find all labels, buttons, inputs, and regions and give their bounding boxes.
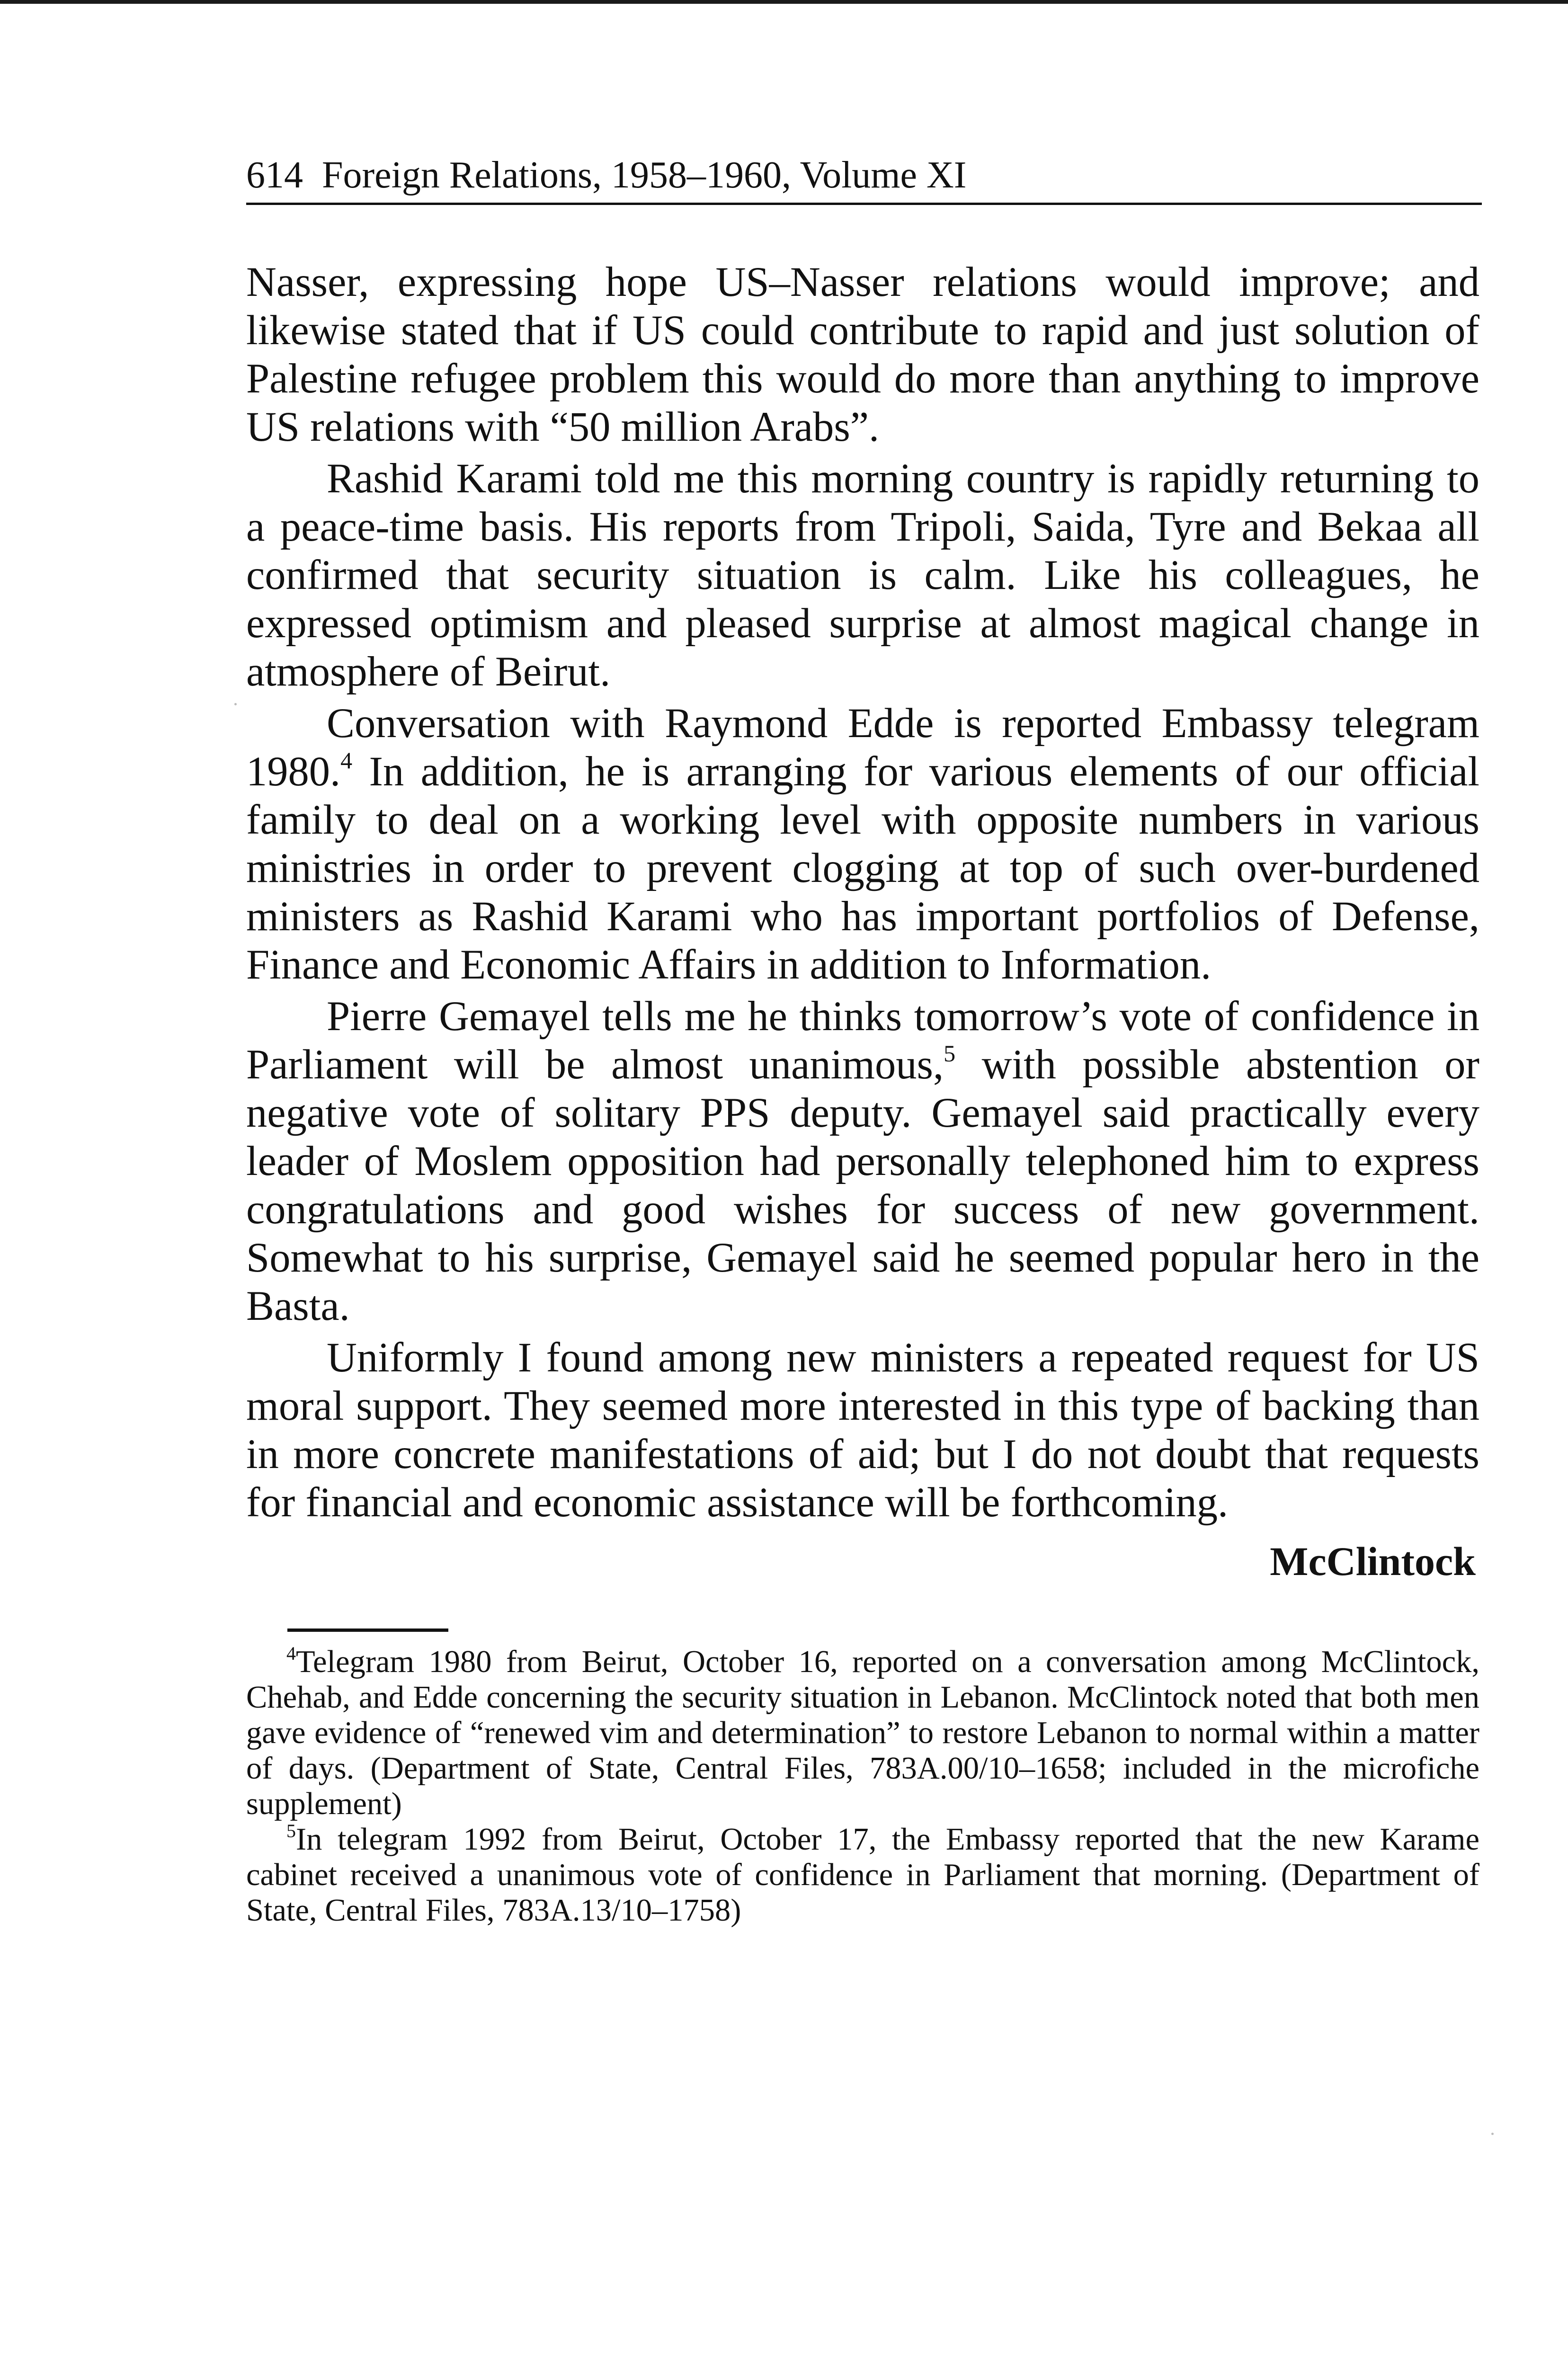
footnote-4 [246, 1644, 1479, 1822]
paragraph-4-text-b: with possible abstention or negative vote of solitary PPS deputy. Gemayel said practically every leader of Moslem opposition had personally telephoned him to express congratulations and good wishes for success of new government. Somewhat to his surprise, Gemayel said he seemed popular hero in the Basta. [246, 1041, 1479, 1329]
paragraph-3-text-a: Conversation with Raymond Edde is reported Embassy telegram 1980. [246, 700, 1479, 795]
running-header [246, 156, 1482, 194]
running-title: Foreign Relations, 1958–1960, Volume XI [322, 154, 967, 196]
footnote-5 [246, 1822, 1479, 1928]
footnote-text: Telegram 1980 from Beirut, October 16, reported on a conversation among McClintock, Chehab, and Edde concerning the security situation in Lebanon. McClintock noted that both men gave evidence of “renewed vim and determination” to restore Lebanon to normal within a matter of days. (Department of State, Central Files, 783A.00/10–1658; included in the microfiche supplement) [246, 1645, 1479, 1821]
scan-speck [234, 703, 237, 705]
page-number: 614 [246, 154, 303, 196]
footnote-ref-5[interactable]: 5 [944, 1040, 956, 1067]
footnote-text: In telegram 1992 from Beirut, October 17, the Embassy reported that the new Karame cabinet received a unanimous vote of confidence in Parliament that morning. (Department of State, Central Files, 783A.13/10–1758) [246, 1822, 1479, 1928]
page-top-edge [0, 0, 1568, 4]
signature: McClintock [1270, 1539, 1476, 1584]
header-rule [246, 203, 1482, 205]
paragraph-5: Uniformly I found among new ministers a repeated request for US moral support. They seemed more interested in this type of backing than in more concrete manifestations of aid; but I do not doubt that requests for financial and economic assistance will be forthcoming. [246, 1335, 1479, 1526]
paragraph-4 [246, 992, 1479, 1330]
footnote-number: 4 [286, 1643, 296, 1664]
paragraph-1: Nasser, expressing hope US–Nasser relations would improve; and likewise stated that if US could contribute to rapid and just solution of Palestine refugee problem this would do more than anything to improve US relations with “50 million Arabs”. [246, 259, 1479, 450]
paragraph-4-text-a: Pierre Gemayel tells me he thinks tomorrow’s vote of confidence in Parliament will be almost unanimous, [246, 993, 1479, 1088]
footnotes [246, 1644, 1479, 1928]
footnote-rule [287, 1628, 448, 1632]
paragraph-2: Rashid Karami told me this morning country is rapidly returning to a peace-time basis. His reports from Tripoli, Saida, Tyre and Bekaa all confirmed that security situation is calm. Like his colleagues, he expressed optimism and pleased surprise at almost magical change in atmosphere of Beirut. [246, 455, 1479, 695]
footnote-number: 5 [286, 1820, 296, 1842]
main-text [246, 258, 1479, 1530]
footnote-ref-4[interactable]: 4 [340, 747, 353, 774]
paragraph-3-text-b: In addition, he is arranging for various elements of our official family to deal on a working level with opposite numbers in various ministries in order to prevent clogging at top of such over-burdened ministers as Rashid Karami who has important portfolios of Defense, Finance and Economic Affairs in addition to Information. [246, 748, 1479, 988]
paragraph-3 [246, 699, 1479, 989]
scan-speck [1491, 2133, 1494, 2135]
